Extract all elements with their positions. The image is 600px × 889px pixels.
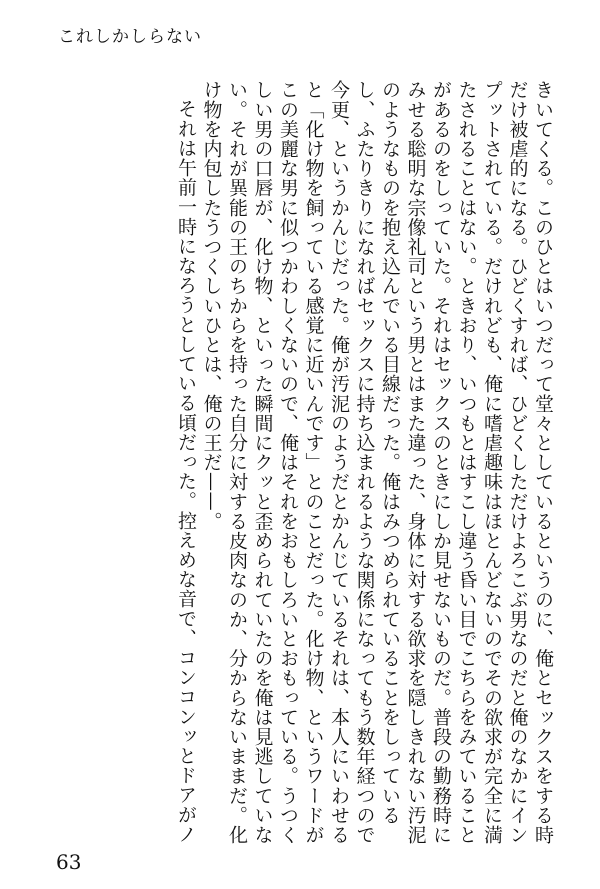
paragraph-2: それは午前一時になろうとしている頃だった。控えめな音で、コンコンッとドアがノ [175,99,197,844]
body-text [40,80,555,850]
page-number: 63 [56,850,82,874]
paragraph-1: きいてくる。このひとはいつだって堂々としているというのに、俺とセックスをする時だけ被虐的になる。ひどくすれば、ひどくしただけよろこぶ男なのだと俺のなかにインプットされている。だけれども、俺に嗜虐趣味はほとんどないのでその欲求が完全に満たされることはない。ときおり、いつもとはすこし違う昏い目でこちらをみていることがあるのをしっていた。それはセックスのときにしか見せないものだ。普段の勤務時にみせる聡明な宗像礼司という男とはまた違った、身体に対する欲求を隠しきれない汚泥のようなものを抱え込んでいる目線だった。俺はみつめられていることをしっているし、ふたりきりになればセックスに持ち込まれるような関係になってもう数年経つので今更、というかんじだった。俺が汚泥のようだとかんじているそれは、本人にいわせると「化け物を飼っている感覚に近いんです」とのことだった。化け物、というワードがこの美麗な男に似つかわしくないので、俺はそれをおもしろいとおもっている。うつくしい男の口唇が、化け物、といった瞬間にクッと歪められていたのを俺は見逃していない。それが異能の王のちからを持った自分に対する皮肉なのか、分からないままだ。化け物を内包したうつくしいひとは、俺の王だ——。 [200,80,554,845]
running-title: これしかしらない [58,27,202,47]
